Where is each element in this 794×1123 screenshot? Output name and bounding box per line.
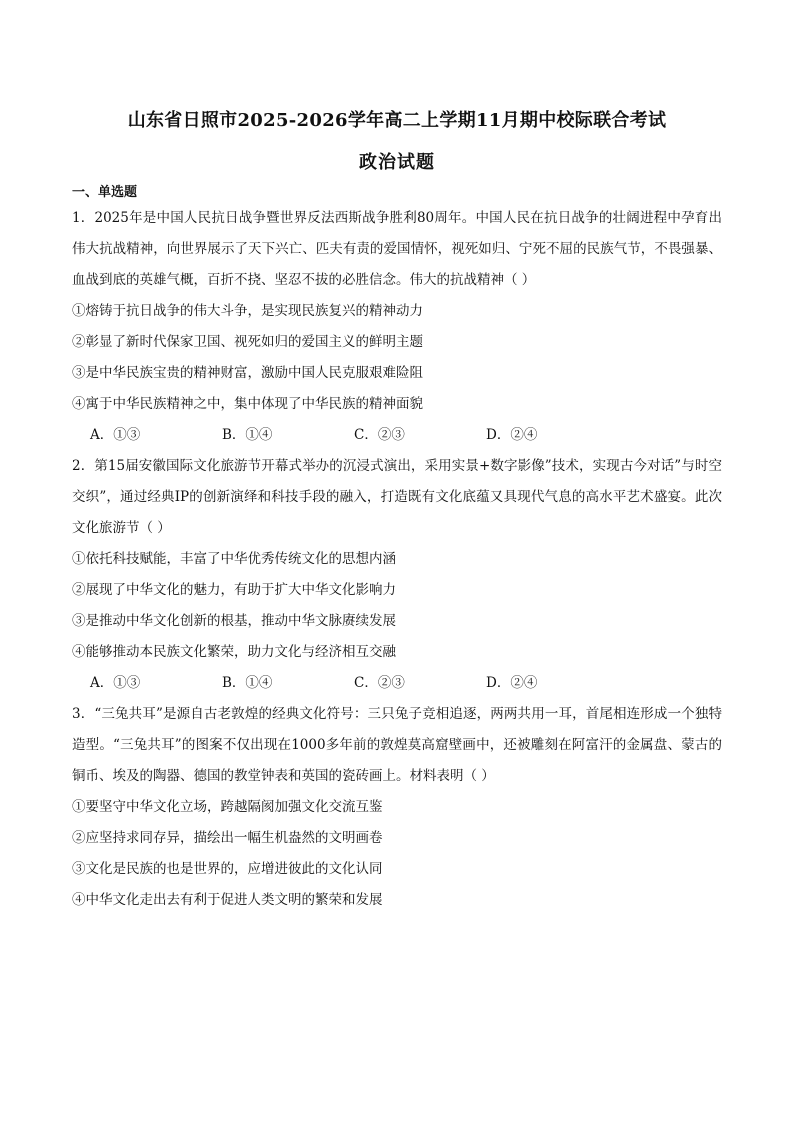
choice-d: D．②④	[486, 675, 538, 691]
document-title: 山东省日照市2025-2026学年高二上学期11月期中校际联合考试	[127, 110, 667, 131]
section-heading: 一、单选题	[72, 185, 138, 200]
choice-c: C．②③	[354, 675, 405, 691]
question-2	[72, 451, 722, 699]
statement-option: ①依托科技赋能，丰富了中华优秀传统文化的思想内涵	[72, 551, 396, 567]
statement-option: ③是推动中华文化创新的根基，推动中华文脉赓续发展	[72, 613, 396, 629]
statement-option: ④中华文化走出去有利于促进人类文明的繁荣和发展	[72, 892, 383, 908]
statement-option: ①要坚守中华文化立场，跨越隔阂加强文化交流互鉴	[72, 799, 383, 815]
choice-a: A．①③	[90, 675, 141, 691]
question-stem: 1．2025年是中国人民抗日战争暨世界反法西斯战争胜利80周年。中国人民在抗日战争的壮阔进程中孕育出伟大抗战精神，向世界展示了天下兴亡、匹夫有责的爱国情怀，视死如归、宁死不屈的民族气节，不畏强暴、血战到底的英雄气概，百折不挠、坚忍不拔的必胜信念。伟大的抗战精神（ ）	[72, 210, 722, 288]
answer-choices	[72, 668, 722, 699]
document-subtitle: 政治试题	[359, 152, 435, 173]
statement-option: ③是中华民族宝贵的精神财富，激励中国人民克服艰难险阻	[72, 365, 423, 381]
answer-choices	[72, 420, 722, 451]
choice-b: B．①④	[222, 675, 273, 691]
statement-option: ④能够推动本民族文化繁荣，助力文化与经济相互交融	[72, 644, 396, 660]
question-3	[72, 699, 722, 916]
statement-option: ②彰显了新时代保家卫国、视死如归的爱国主义的鲜明主题	[72, 334, 423, 350]
choice-a: A．①③	[90, 427, 141, 443]
question-1	[72, 203, 722, 451]
statement-option: ②展现了中华文化的魅力，有助于扩大中华文化影响力	[72, 582, 396, 598]
choice-c: C．②③	[354, 427, 405, 443]
question-stem: 3．“三兔共耳”是源自古老敦煌的经典文化符号：三只兔子竞相追逐，两两共用一耳，首尾相连形成一个独特造型。“三兔共耳”的图案不仅出现在1000多年前的敦煌莫高窟壁画中，还被雕刻在阿富汗的金属盘、蒙古的铜币、埃及的陶器、德国的教堂钟表和英国的瓷砖画上。材料表明（ ）	[72, 706, 722, 784]
statement-option: ①熔铸于抗日战争的伟大斗争，是实现民族复兴的精神动力	[72, 303, 423, 319]
question-stem: 2．第15届安徽国际文化旅游节开幕式举办的沉浸式演出，采用实景+数字影像”技术，实现古今对话”与时空交织”，通过经典IP的创新演绎和科技手段的融入，打造既有文化底蕴又具现代气息的高水平艺术盛宴。此次文化旅游节（ ）	[72, 458, 722, 536]
statement-option: ④寓于中华民族精神之中，集中体现了中华民族的精神面貌	[72, 396, 423, 412]
statement-option: ③文化是民族的也是世界的，应增进彼此的文化认同	[72, 861, 383, 877]
choice-d: D．②④	[486, 427, 538, 443]
statement-option: ②应坚持求同存异，描绘出一幅生机盎然的文明画卷	[72, 830, 383, 846]
question-list	[72, 203, 722, 916]
choice-b: B．①④	[222, 427, 273, 443]
